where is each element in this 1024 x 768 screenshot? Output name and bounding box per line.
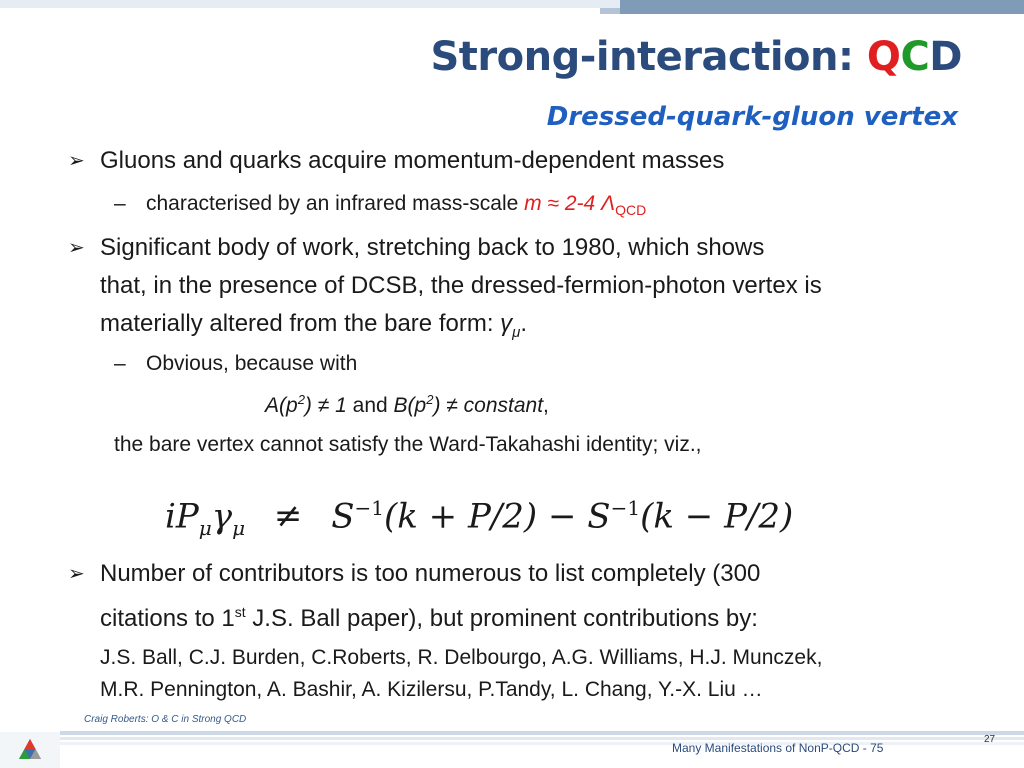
bullet-1-text: Gluons and quarks acquire momentum-dependent masses xyxy=(100,147,725,174)
mu-subscript: μ xyxy=(512,323,521,341)
formula-mu-1: μ xyxy=(198,516,212,541)
contributors-line-2: M.R. Pennington, A. Bashir, A. Kizilersu, P.Tandy, L. Chang, Y.-X. Liu … xyxy=(100,678,763,701)
sub-bullet-2-text: Obvious, because with xyxy=(146,352,358,375)
top-bar-light xyxy=(0,0,620,8)
formula-exp-2: −1 xyxy=(610,496,641,520)
mass-scale-subscript: QCD xyxy=(615,202,647,219)
title-letter-c: C xyxy=(900,34,930,80)
slide-title xyxy=(430,34,962,80)
top-bar-dark xyxy=(620,0,1024,14)
footer-talk-title: Many Manifestations of NonP-QCD - 75 xyxy=(672,741,884,755)
arrow-bullet-icon: ➢ xyxy=(68,237,85,259)
formula-mid: (k + P/2) − S xyxy=(384,496,611,537)
bullet-2-line-1: Significant body of work, stretching back to 1980, which shows xyxy=(100,234,765,261)
bullet-3-text xyxy=(100,555,980,638)
title-letter-q: Q xyxy=(866,34,901,80)
bullet-3-line-2b: J.S. Ball paper), but prominent contributions by: xyxy=(245,605,758,632)
identity-a: A(p xyxy=(265,394,298,417)
identity-a-exp: 2 xyxy=(297,392,305,407)
formula-gamma: γ xyxy=(211,496,233,537)
sub-bullet-1-content xyxy=(146,189,646,225)
top-decoration-bar xyxy=(0,0,1024,14)
ordinal-sup: st xyxy=(234,604,246,620)
identity-comma: , xyxy=(543,394,549,417)
ward-identity-text: the bare vertex cannot satisfy the Ward-Takahashi identity; viz., xyxy=(114,433,702,456)
identity-and: and xyxy=(352,394,388,417)
formula-mu-2: μ xyxy=(232,516,246,541)
bullet-2-text xyxy=(100,229,980,352)
bullet-2-line-3 xyxy=(100,305,980,352)
formula-s1: S xyxy=(331,496,355,537)
identity-b-exp: 2 xyxy=(426,392,434,407)
bullet-3-line-1: Number of contributors is too numerous to list completely (300 xyxy=(100,560,761,587)
ward-identity-formula xyxy=(165,478,865,541)
contributors-line-1: J.S. Ball, C.J. Burden, C.Roberts, R. Delbourgo, A.G. Williams, H.J. Munczek, xyxy=(100,646,823,669)
formula-exp-1: −1 xyxy=(354,496,384,520)
arrow-bullet-icon: ➢ xyxy=(68,150,85,172)
title-prefix: Strong-interaction: xyxy=(430,34,867,80)
contributors-list xyxy=(100,642,822,706)
lab-logo-icon xyxy=(18,738,42,760)
mass-scale: m ≈ 2-4 Λ xyxy=(524,192,616,215)
formula-neq: ≠ xyxy=(273,496,303,537)
identity-line xyxy=(265,392,549,418)
identity-b-rest: ) ≠ constant xyxy=(433,394,544,417)
formula-lhs: iP xyxy=(165,496,199,537)
bullet-3-line-2 xyxy=(100,593,980,638)
footer-author: Craig Roberts: O & C in Strong QCD xyxy=(84,714,247,725)
title-letter-d: D xyxy=(929,34,962,80)
slide-subtitle: Dressed-quark-gluon vertex xyxy=(546,102,958,132)
page-number: 27 xyxy=(984,734,996,745)
dash-bullet-icon: – xyxy=(114,352,126,375)
identity-b: B(p xyxy=(393,394,427,417)
formula-end: (k − P/2) xyxy=(640,496,794,537)
bullet-2-line-2: that, in the presence of DCSB, the dressed-fermion-photon vertex is xyxy=(100,272,822,299)
arrow-bullet-icon: ➢ xyxy=(68,563,85,585)
sub-bullet-1-text: characterised by an infrared mass-scale xyxy=(146,192,525,215)
gamma-symbol: γ xyxy=(500,310,513,337)
bullet-2-line-3-text: materially altered from the bare form: xyxy=(100,310,501,337)
identity-a-rest: ) ≠ 1 xyxy=(304,394,347,417)
dash-bullet-icon: – xyxy=(114,192,126,215)
bullet-2-period: . xyxy=(520,310,528,337)
bullet-3-line-2a: citations to 1 xyxy=(100,605,235,632)
